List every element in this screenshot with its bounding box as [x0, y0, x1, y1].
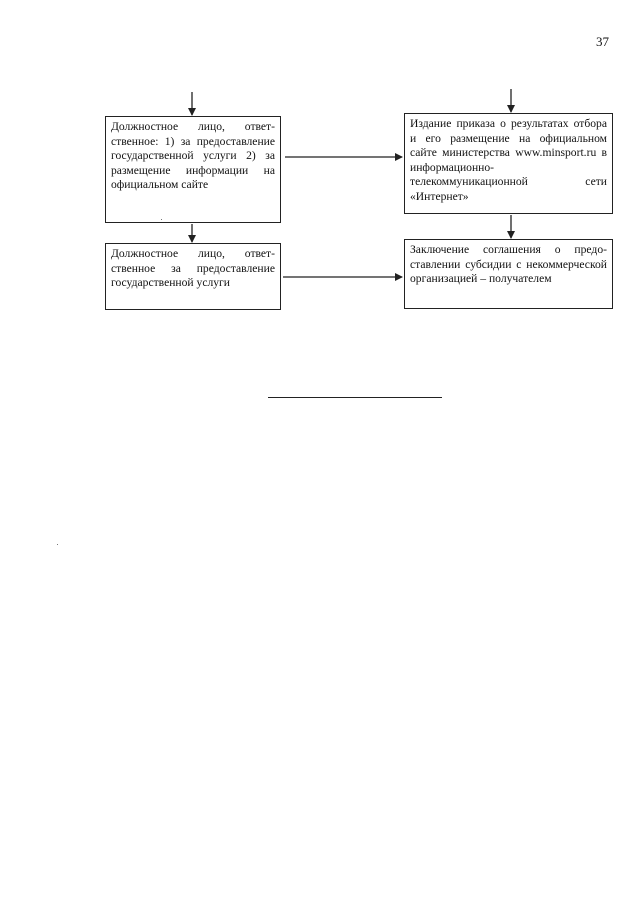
flowchart-box-responsible-official-2: Должностное лицо, ответственное за предоставление государственной услуги [105, 243, 281, 310]
scan-speck [57, 544, 58, 545]
scan-speck [161, 219, 162, 220]
flowchart-box-order-publication: Издание приказа о результатах отбора и его размещение на официальном сайте министерства www.minsport.ru в информационно-телекоммуникационной сети «Интернет» [404, 113, 613, 214]
end-of-document-rule [268, 397, 442, 398]
page-number: 37 [596, 34, 609, 49]
flowchart-box-responsible-official-1: Должностное лицо, ответственное: 1) за предоставление государственной услуги 2) за размещение информации на официальном сайте [105, 116, 281, 223]
flowchart-box-subsidy-agreement: Заключение соглашения о предоставлении субсидии с некоммерческой организацией – получателем [404, 239, 613, 309]
